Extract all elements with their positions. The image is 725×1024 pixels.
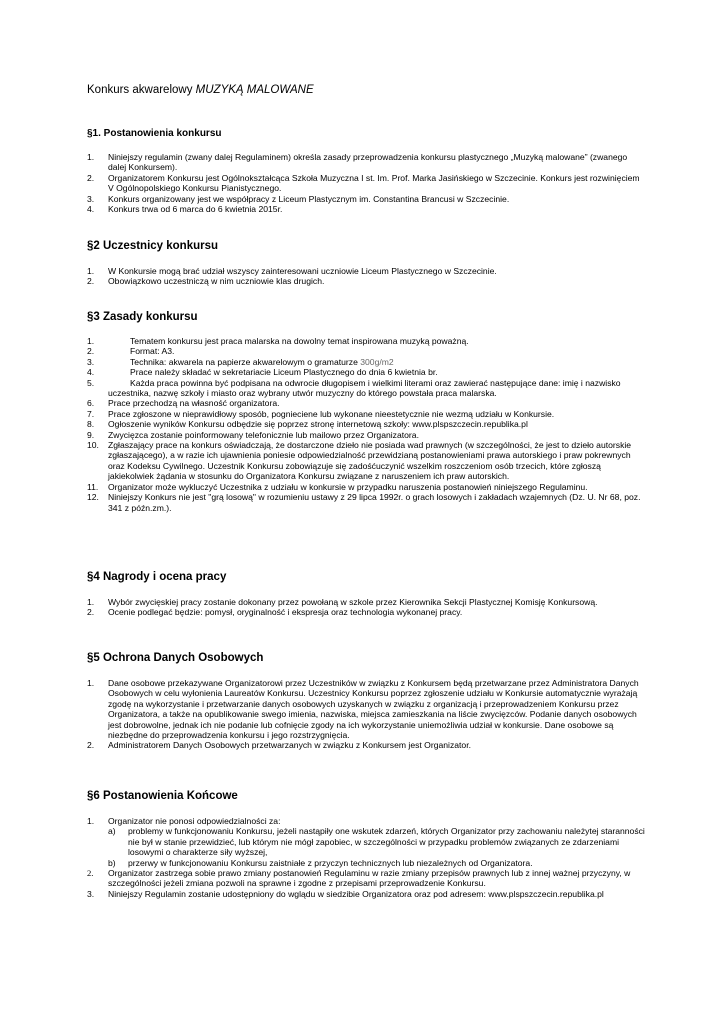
- list-item: 11. Organizator może wykluczyć Uczestnika z udziału w konkursie w przypadku naruszenia postanowień niniejszego Regulaminu.: [87, 481, 588, 492]
- list-item: 8. Ogłoszenie wyników Konkursu odbędzie się poprzez stronę internetową szkoły: www.plspszczecin.republika.pl: [87, 419, 528, 430]
- section-1-list: [87, 152, 647, 214]
- list-item: 1. Dane osobowe przekazywane Organizatorowi przez Uczestników w związku z Konkursem będą przetwarzane przez Administratora Danych Osobowych w celu wyłonienia Laureatów Konkursu. Uczestnicy Konkursu poprzez zgłoszenie udziału w Konkursie automatycznie wyrażają zgodę na wykorzystanie i przetwarzanie danych osobowych uzyskanych w związku z organizacją i przeprowadzeniem Konkursu przez Organizatora, a także na opublikowanie swego imienia, nazwiska, miejsca zamieszkania na liście zwycięzców. Podanie danych osobowych jest dobrowolne, jednak ich nie podanie lub cofnięcie zgody na ich wykorzystanie uniemożliwia udział w konkursie. Dane osobowe są niezbędne do przeprowadzenia konkursu i jego rozstrzygnięcia.: [87, 678, 639, 741]
- list-item: 2. Organizatorem Konkursu jest Ogólnokształcąca Szkoła Muzyczna I st. Im. Prof. Marka Jasińskiego w Szczecinie. Konkurs jest rozwinięciem V Ogólnopolskiego Konkursu Pianistycznego.: [87, 172, 640, 194]
- list-item: 4. Prace należy składać w sekretariacie Liceum Plastycznego do dnia 6 kwietnia br.: [87, 367, 438, 378]
- section-2-heading: §2 Uczestnicy konkursu: [87, 240, 219, 252]
- section-5-list: [87, 678, 647, 751]
- sub-list-item: a) problemy w funkcjonowaniu Konkursu, jeżeli nastąpiły one wskutek zdarzeń, których Organizator przy zachowaniu należytej staranności nie był w stanie przewidzieć, lub którym nie mógł zapobiec, w szczególności w przypadku problemów związanych ze zdarzeniami losowymi o charakterze siły wyższej,: [108, 826, 645, 858]
- list-item: 2. Format: A3.: [87, 346, 175, 357]
- list-item: 10. Zgłaszający prace na konkurs oświadczają, że dostarczone dzieło nie posiada wad prawnych (w szczególności, że jest to dzieło autorskie zgłaszającego), a w razie ich ujawnienia poniesie odpowiedzialność przewidzianą postanowieniami prawa autorskiego i praw pokrewnych oraz Kodeksu Cywilnego. Uczestnik Konkursu zobowiązuje się zadośćuczynić wszelkim roszczeniom osób trzecich, które zgłoszą jakiekolwiek żądania w stosunku do Organizatora Konkursu związane z naruszeniem ich praw autorskich.: [87, 440, 632, 482]
- list-item: 2. Administratorem Danych Osobowych przetwarzanych w związku z Konkursem jest Organizator.: [87, 740, 471, 751]
- document-title: Konkurs akwarelowy MUZYKĄ MALOWANE: [87, 84, 314, 96]
- list-item: 12. Niniejszy Konkurs nie jest "grą losową" w rozumieniu ustawy z 29 lipca 1992r. o grach losowych i zakładach wzajemnych (Dz. U. Nr 68, poz. 341 z późn.zm.).: [87, 492, 641, 513]
- list-item: 1. Niniejszy regulamin (zwany dalej Regulaminem) określa zasady przeprowadzenia konkursu plastycznego „Muzyką malowane” (zwanego dalej Konkursem).: [87, 152, 628, 173]
- section-6-sublist: [108, 826, 647, 868]
- list-item: 2. Obowiązkowo uczestniczą w nim uczniowie klas drugich.: [87, 276, 325, 287]
- list-item: 1. Organizator nie ponosi odpowiedzialności za: a) problemy w funkcjonowaniu Konkursu, jeżeli nastąpiły one wskutek zdarzeń, których Organizator przy zachowaniu należytej staranności nie był w stanie przewidzieć, lub którym nie mógł zapobiec, w szczególności w przypadku problemów związanych ze zdarzeniami losowymi o charakterze siły wyższej, b) przerwy w funkcjonowaniu Konkursu zaistniałe z przyczyn technicznych lub niezależnych od Organizatora.: [87, 816, 647, 868]
- section-4-heading: §4 Nagrody i ocena pracy: [87, 571, 227, 583]
- list-item: 1. Wybór zwycięskiej pracy zostanie dokonany przez powołaną w szkole przez Kierownika Sekcji Plastycznej Komisję Konkursową.: [87, 597, 598, 607]
- list-item: 4. Konkurs trwa od 6 marca do 6 kwietnia 2015r.: [87, 204, 283, 215]
- section-2-list: [87, 266, 647, 287]
- list-item: 5. Każda praca powinna być podpisana na odwrocie długopisem i wielkimi literami oraz zawierać następujące dane: imię i nazwisko uczestnika, nazwę szkoły i miasto oraz wybrany utwór muzyczny do którego powstała praca malarska.: [87, 377, 621, 399]
- section-4-list: [87, 597, 647, 618]
- list-item: 2. Ocenie podlegać będzie: pomysł, oryginalność i ekspresja oraz technologia wykonanej pracy.: [87, 607, 463, 618]
- list-item: 2. Organizator zastrzega sobie prawo zmiany postanowień Regulaminu w razie zmiany przepisów prawnych lub z innej ważnej przyczyny, w szczególności jeżeli zmiana pozwoli na sprawne i zgodne z przepisami przeprowadzenie Konkursu.: [87, 868, 631, 889]
- section-6-list: [87, 816, 647, 899]
- list-item: 3. Technika: akwarela na papierze akwarelowym o gramaturze 300g/m2: [87, 356, 394, 367]
- list-item: 3. Konkurs organizowany jest we współpracy z Liceum Plastycznym im. Constantina Brancusi w Szczecinie.: [87, 193, 510, 204]
- list-item: 1. Tematem konkursu jest praca malarska na dowolny temat inspirowana muzyką poważną.: [87, 336, 469, 346]
- section-3-list: [87, 336, 647, 513]
- list-item: 7. Prace zgłoszone w nieprawidłowy sposób, pognieciene lub wykonane nieestetycznie nie wezmą udziału w Konkursie.: [87, 408, 555, 419]
- section-1-heading: §1. Postanowienia konkursu: [87, 128, 222, 139]
- section-6-heading: §6 Postanowienia Końcowe: [87, 790, 238, 802]
- section-5-heading: §5 Ochrona Danych Osobowych: [87, 652, 264, 664]
- section-3-heading: §3 Zasady konkursu: [87, 311, 198, 323]
- list-item: 1. W Konkursie mogą brać udział wszyscy zainteresowani uczniowie Liceum Plastycznego w Szczecinie.: [87, 266, 497, 276]
- list-item: 9. Zwycięzca zostanie poinformowany telefonicznie lub mailowo przez Organizatora.: [87, 429, 419, 440]
- list-item: 3. Niniejszy Regulamin zostanie udostępniony do wglądu w siedzibie Organizatora oraz pod adresem: www.plspszczecin.republika.pl: [87, 888, 604, 899]
- list-item: 6. Prace przechodzą na własność organizatora.: [87, 398, 280, 409]
- sub-list-item: b) przerwy w funkcjonowaniu Konkursu zaistniałe z przyczyn technicznych lub niezależnych od Organizatora.: [108, 857, 533, 868]
